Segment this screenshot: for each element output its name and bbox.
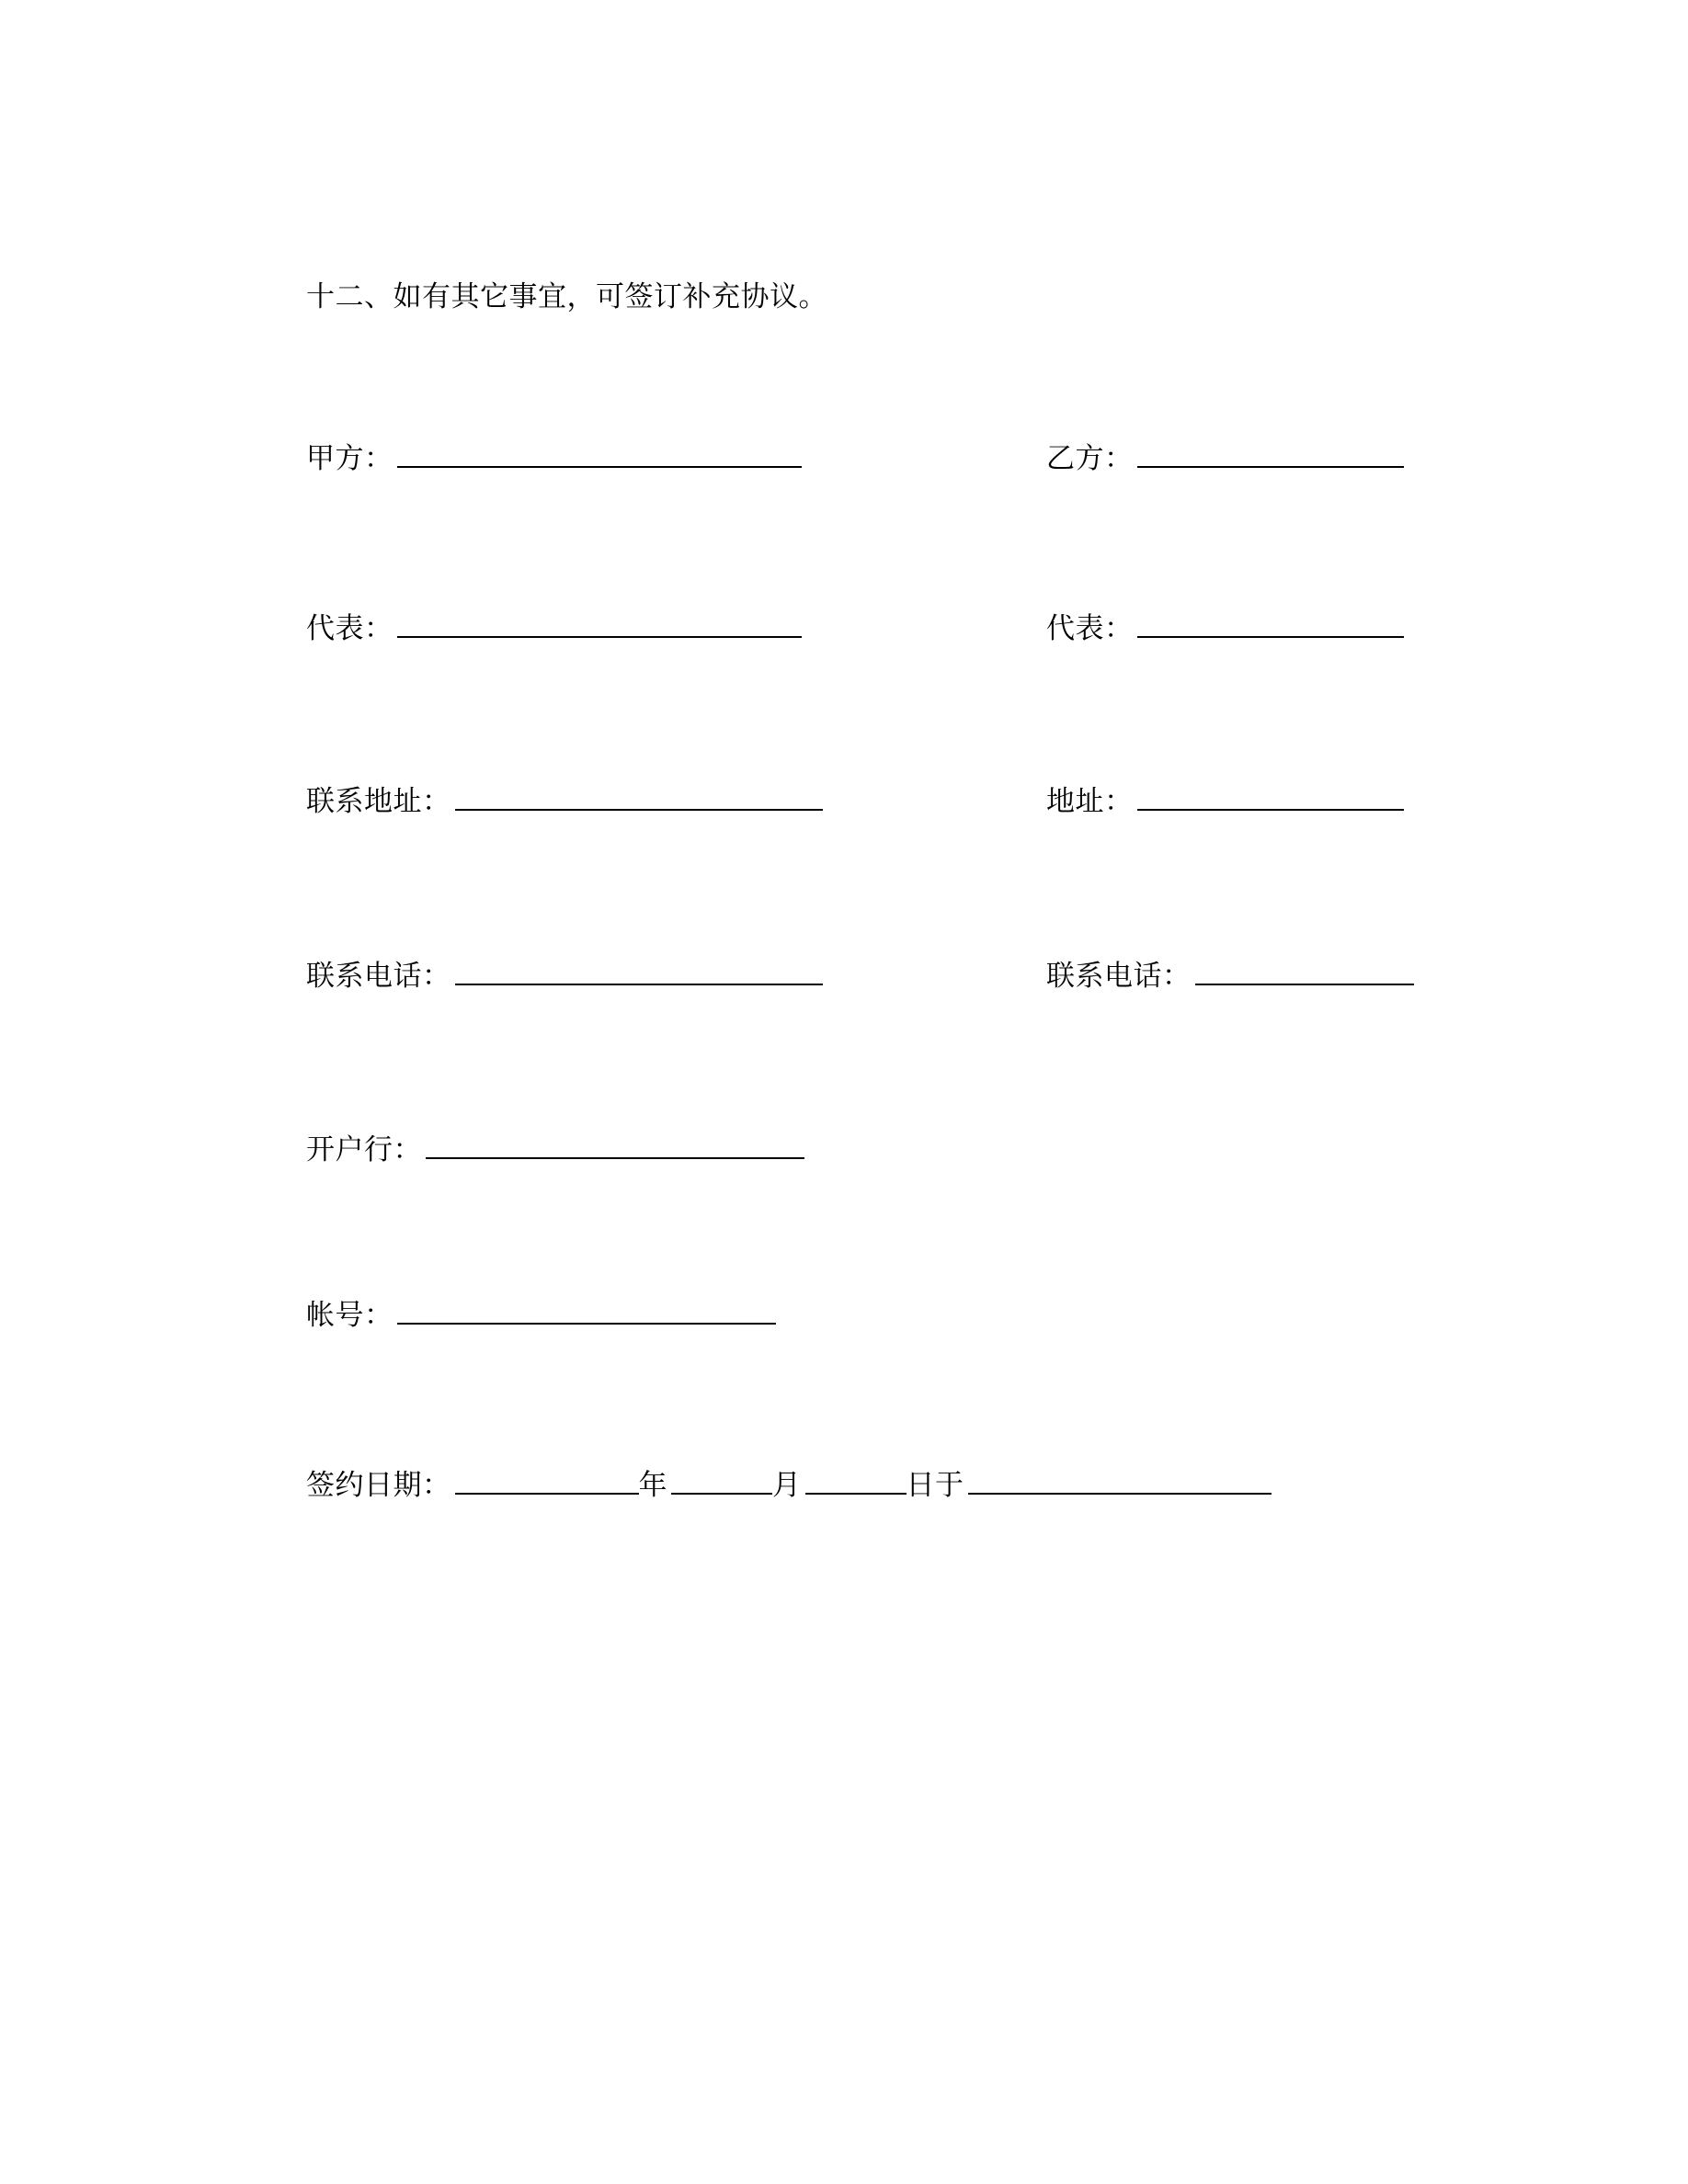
representative-a-input-rule[interactable] — [397, 612, 802, 638]
address-a-input-rule[interactable] — [455, 785, 823, 811]
month-unit-label: 月 — [772, 1469, 802, 1501]
clause-twelve-text: 十二、如有其它事宜，可签订补充协议。 — [306, 280, 827, 313]
bank-account-field — [306, 1298, 776, 1332]
signing-date-label: 签约日期： — [306, 1469, 451, 1501]
representative-b-label: 代表： — [1046, 612, 1134, 644]
representative-a-label: 代表： — [306, 612, 393, 644]
bank-name-field — [306, 1132, 804, 1166]
signature-row-party — [0, 441, 1688, 496]
address-b-label: 地址： — [1046, 785, 1134, 817]
party-a-input-rule[interactable] — [397, 442, 802, 468]
signing-year-input-rule[interactable] — [455, 1469, 639, 1495]
signature-row-bank — [0, 1132, 1688, 1188]
day-unit-label: 日于 — [906, 1469, 964, 1501]
bank-account-input-rule[interactable] — [397, 1299, 776, 1325]
signing-day-input-rule[interactable] — [805, 1469, 907, 1495]
party-b-field — [1046, 441, 1404, 475]
address-b-field — [1046, 784, 1404, 818]
phone-b-label: 联系电话： — [1046, 960, 1192, 992]
representative-b-field — [1046, 611, 1404, 645]
representative-a-field — [306, 611, 802, 645]
address-a-label: 联系地址： — [306, 785, 451, 817]
signing-date-field — [306, 1462, 1272, 1503]
party-b-label: 乙方： — [1046, 442, 1134, 474]
phone-b-input-rule[interactable] — [1195, 960, 1414, 985]
phone-a-label: 联系电话： — [306, 960, 451, 992]
signing-month-input-rule[interactable] — [671, 1469, 772, 1495]
party-a-label: 甲方： — [306, 442, 393, 474]
party-a-field — [306, 441, 802, 475]
address-b-input-rule[interactable] — [1137, 785, 1404, 811]
phone-b-field — [1046, 959, 1414, 993]
year-unit-label: 年 — [638, 1469, 667, 1501]
signature-row-account — [0, 1298, 1688, 1353]
phone-a-field — [306, 959, 823, 993]
signature-row-representative — [0, 611, 1688, 666]
phone-a-input-rule[interactable] — [455, 960, 823, 985]
bank-name-input-rule[interactable] — [426, 1133, 804, 1159]
signature-row-address — [0, 784, 1688, 839]
address-a-field — [306, 784, 823, 818]
signing-place-input-rule[interactable] — [968, 1469, 1272, 1495]
signature-row-phone — [0, 959, 1688, 1014]
bank-account-label: 帐号： — [306, 1299, 393, 1331]
bank-name-label: 开户行： — [306, 1133, 422, 1166]
party-b-input-rule[interactable] — [1137, 442, 1404, 468]
representative-b-input-rule[interactable] — [1137, 612, 1404, 638]
